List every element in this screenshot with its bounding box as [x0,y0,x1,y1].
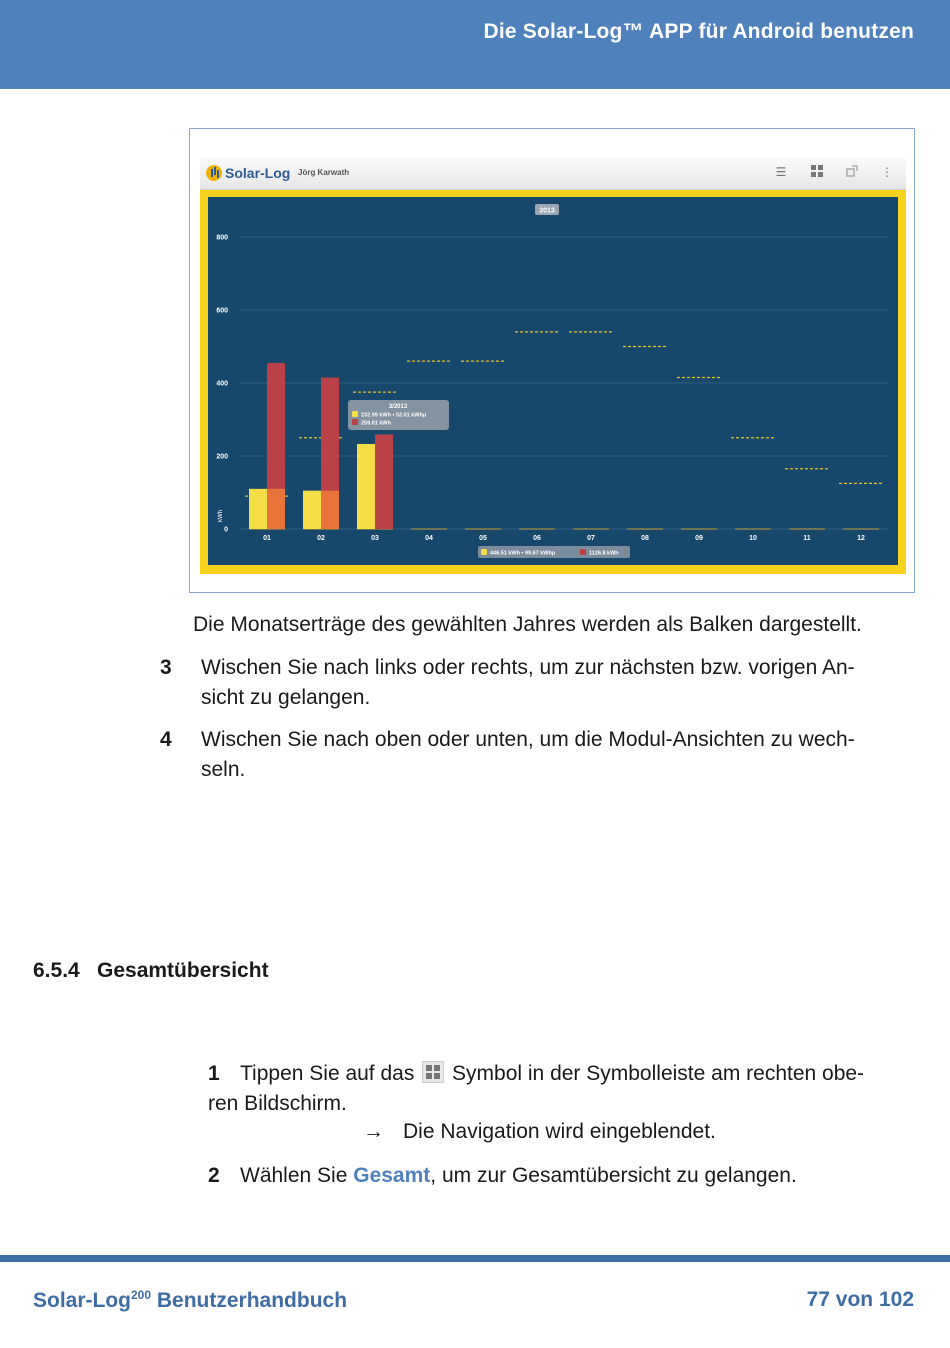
y-tick-label: 600 [216,307,228,315]
screenshot-figure [189,128,915,593]
figure-caption: Die Monatserträge des gewählten Jahres werden als Balken dargestellt. [193,613,862,636]
bar [303,491,321,529]
y-tick-label: 800 [216,234,228,242]
x-tick-label: 05 [479,535,487,542]
legend-label: 446.51 kWh • 99.67 kWhp [490,550,556,557]
expand-icon[interactable] [845,165,859,179]
page-header [0,0,950,89]
section-number: 6.5.4 [33,959,80,982]
legend-swatch [580,549,586,555]
step-number: 3 [160,656,172,679]
step-number: 4 [160,728,172,751]
footer-sup: 200 [131,1288,152,1302]
step-text-line: Wischen Sie nach links oder rechts, um zur nächsten bzw. vorigen An- [201,656,855,679]
x-tick-label: 04 [425,535,433,542]
logo-text: Solar-Log [225,165,291,181]
y-tick-label: 400 [216,380,228,388]
bar [321,491,339,529]
gesamt-link[interactable]: Gesamt [353,1164,431,1187]
legend-label: 1126.8 kWh [589,550,619,557]
step-text-line [240,1059,864,1089]
x-tick-label: 07 [587,535,595,542]
section-title: Gesamtübersicht [97,959,269,982]
tooltip-swatch [352,411,358,417]
y-tick-label: 0 [224,526,228,534]
grid-icon [422,1061,444,1083]
x-tick-label: 02 [317,535,325,542]
x-tick-label: 01 [263,535,271,542]
tooltip-line: 259.01 kWh [361,420,391,427]
x-tick-label: 12 [857,535,865,542]
chart-svg [208,197,898,565]
legend-swatch [481,549,487,555]
bar [249,489,267,529]
footer-title [33,1288,347,1313]
header-title: Die Solar-Log™ APP für Android benutzen [483,20,914,43]
logo-sun-icon [206,165,222,181]
tooltip-title: 3/2013 [388,404,408,410]
x-tick-label: 03 [371,535,379,542]
grid-icon[interactable] [810,165,824,179]
footer-product: Solar-Log [33,1289,131,1312]
step-text-line: Wischen Sie nach oben oder unten, um die Modul-Ansichten zu wech- [201,728,855,751]
chart-title: 2013 [539,207,555,215]
app-user-name: Jörg Karwath [298,168,350,177]
step-text-line: sicht zu gelangen. [201,686,371,709]
step-text-line: ren Bildschirm. [208,1092,347,1115]
step-text-line [240,1161,797,1191]
footer-divider [0,1255,950,1262]
bar [375,434,393,529]
x-tick-label: 06 [533,535,541,542]
step-text-line: seln. [201,758,246,781]
list-icon[interactable]: ☰ [775,165,787,179]
tooltip-swatch [352,419,358,425]
step-number: 1 [208,1062,220,1085]
overflow-menu-icon[interactable]: ⋮ [881,165,893,179]
result-text: Die Navigation wird eingeblendet. [403,1120,716,1143]
x-tick-label: 09 [695,535,703,542]
bar [357,444,375,529]
step-text: Tippen Sie auf das [240,1062,415,1085]
y-tick-label: 200 [216,453,228,461]
app-window [200,157,906,574]
step-text: Symbol in der Symbolleiste am rechten obe- [452,1062,865,1085]
tooltip-line: 232.99 kWh • 52.01 kWhp [361,412,427,419]
footer-manual: Benutzerhandbuch [156,1289,348,1312]
monthly-yield-chart [208,197,898,565]
y-axis-label: kWh [218,510,224,522]
x-tick-label: 11 [803,535,811,542]
page-number: 77 von 102 [806,1288,914,1311]
bar [267,489,285,529]
x-tick-label: 08 [641,535,649,542]
step-text: Wählen Sie [240,1164,348,1187]
solar-log-logo [206,164,290,182]
step-number: 2 [208,1164,220,1187]
x-tick-label: 10 [749,535,757,542]
step-text: , um zur Gesamtübersicht zu gelangen. [430,1164,797,1187]
app-toolbar [200,157,906,190]
result-arrow-icon: → [363,1120,384,1143]
section-heading [33,959,269,983]
